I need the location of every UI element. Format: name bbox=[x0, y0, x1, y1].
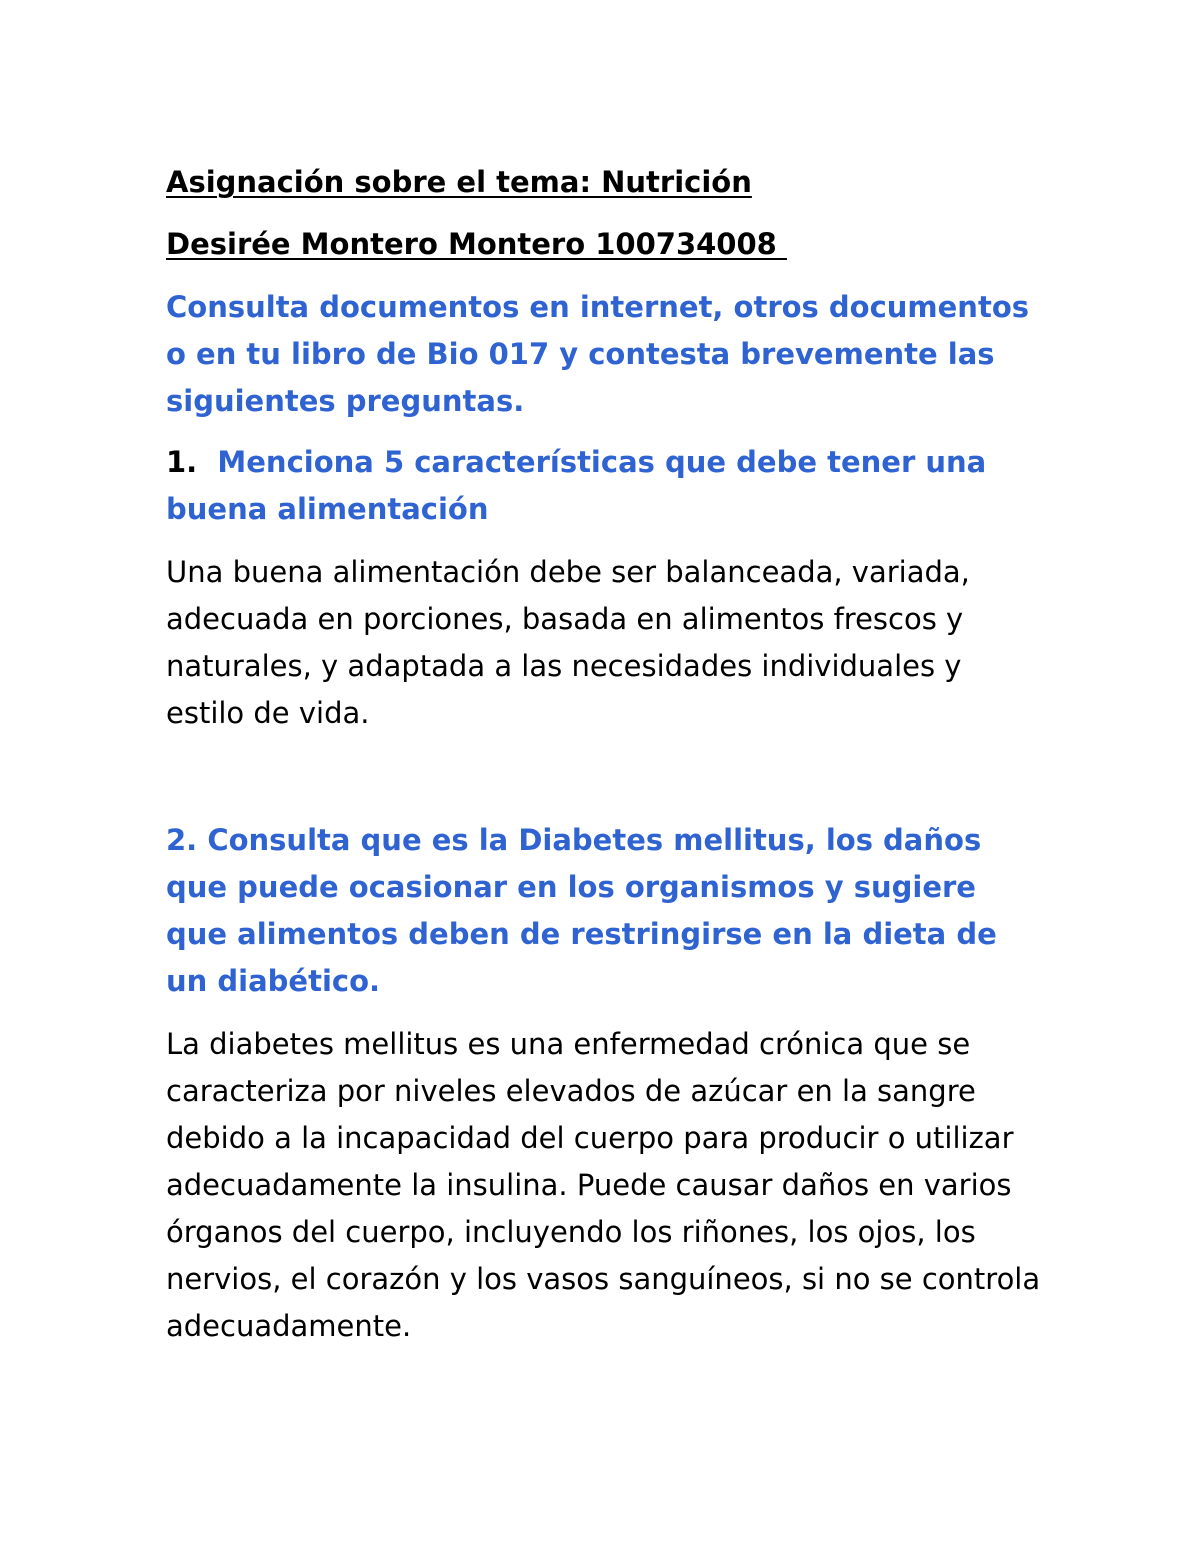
question-1 bbox=[166, 439, 1046, 533]
instructions: Consulta documentos en internet, otros documentos o en tu libro de Bio 017 y contesta brevemente las siguientes preguntas. bbox=[166, 290, 1030, 418]
question-1-number: 1. bbox=[166, 445, 198, 479]
assignment-title: Asignación sobre el tema: Nutrición bbox=[166, 165, 752, 199]
question-2 bbox=[166, 817, 1046, 1005]
question-2-number: 2. bbox=[166, 823, 198, 857]
answer-2: La diabetes mellitus es una enfermedad crónica que se caracteriza por niveles elevados de azúcar en la sangre debido a la incapacidad del cuerpo para producir o utilizar adecuadamente la insulina. Puede causar daños en varios órganos del cuerpo, incluyendo los riñones, los ojos, los nervios, el corazón y los vasos sanguíneos, si no se controla adecuadamente. bbox=[166, 1027, 1041, 1343]
question-2-text: Consulta que es la Diabetes mellitus, los daños que puede ocasionar en los organismos y sugiere que alimentos deben de restringirse en la dieta de un diabético. bbox=[166, 823, 997, 998]
document-body bbox=[166, 160, 1046, 1350]
question-1-text: Menciona 5 características que debe tener una buena alimentación bbox=[166, 445, 987, 526]
author-line: Desirée Montero Montero 100734008 bbox=[166, 227, 787, 261]
answer-1: Una buena alimentación debe ser balanceada, variada, adecuada en porciones, basada en alimentos frescos y naturales, y adaptada a las necesidades individuales y estilo de vida. bbox=[166, 555, 970, 730]
